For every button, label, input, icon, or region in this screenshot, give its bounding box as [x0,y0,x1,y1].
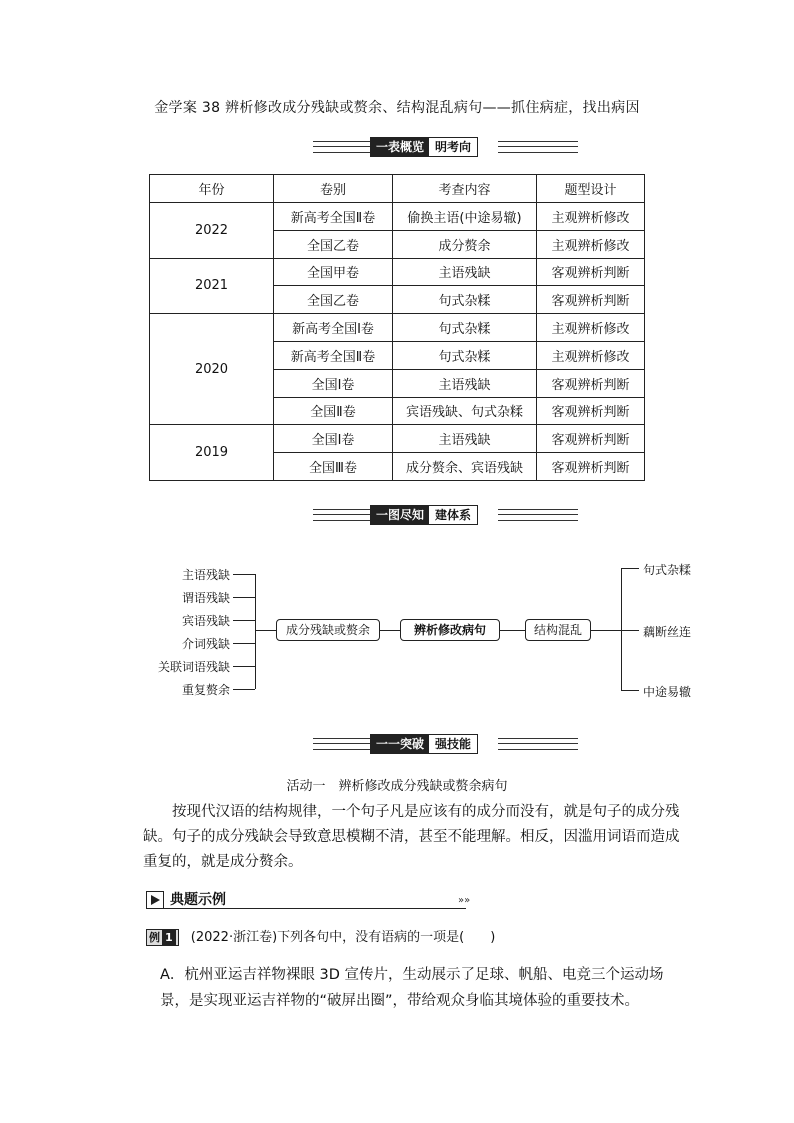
banner-light-text: 强技能 [429,735,477,753]
right-item-label: 中途易辙 [643,685,692,699]
connector-line [233,643,255,644]
type-cell: 客观辨析判断 [537,258,645,286]
banner-dark-text: 一表概览 [371,138,429,156]
connector-line [233,666,255,667]
type-cell: 主观辨析修改 [537,341,645,369]
intro-paragraph: 按现代汉语的结构规律，一个句子凡是应该有的成分而没有，就是句子的成分残缺。句子的成分残缺会导致意思模糊不清，甚至不能理解。相反，因滥用词语而造成重复的，就是成分赘余。 [143,804,680,870]
paper-cell: 全国Ⅲ卷 [274,453,393,481]
left-item-label: 重复赘余 [181,683,230,697]
connector-line [233,620,255,621]
connector-line [621,690,639,691]
year-cell: 2021 [150,258,274,314]
content-cell: 成分赘余、宾语残缺 [393,453,537,481]
banner-dark-text: 一图尽知 [371,506,429,524]
connector-bracket [621,568,622,690]
play-triangle-icon [146,891,164,909]
section-underline [146,908,466,909]
paper-cell: 全国乙卷 [274,230,393,258]
example-tag-label: 例 [149,931,160,944]
paper-cell: 全国乙卷 [274,286,393,314]
content-cell: 宾语残缺、句式杂糅 [393,397,537,425]
paper-cell: 全国Ⅱ卷 [274,397,393,425]
node-incomplete-redundant: 成分残缺或赘余 [276,619,380,641]
type-cell: 客观辨析判断 [537,369,645,397]
content-cell: 句式杂糅 [393,314,537,342]
type-cell: 主观辨析修改 [537,203,645,231]
node-structure: 结构混乱 [525,619,591,641]
content-cell: 主语残缺 [393,258,537,286]
page-title: 金学案 38 辨析修改成分残缺或赘余、结构混乱病句——抓住病症，找出病因 [154,100,640,116]
double-chevron-icon: »» [458,895,471,906]
connector-line [255,630,276,631]
content-cell: 句式杂糅 [393,341,537,369]
content-cell: 偷换主语(中途易辙) [393,203,537,231]
connector-line [499,630,525,631]
option-a: A．杭州亚运吉祥物裸眼 3D 宣传片，生动展示了足球、帆船、电竞三个运动场景，是实现亚运吉祥物的“破屏出圈”，带给观众身临其境体验的重要技术。 [160,967,664,1009]
type-cell: 客观辨析判断 [537,286,645,314]
connector-bracket [255,574,256,689]
banner-light-text: 建体系 [429,506,477,524]
header-content: 考查内容 [393,175,537,203]
paper-cell: 新高考全国Ⅰ卷 [274,314,393,342]
connector-line [233,574,255,575]
banner-rule-right [498,738,578,750]
banner-light-text: 明考向 [429,138,477,156]
year-cell: 2022 [150,203,274,259]
header-year: 年份 [150,175,274,203]
paper-cell: 全国Ⅰ卷 [274,369,393,397]
banner-dark-text: 一一突破 [371,735,429,753]
example-question [146,926,495,946]
content-cell: 句式杂糅 [393,286,537,314]
connector-line [590,630,621,631]
paper-cell: 全国甲卷 [274,258,393,286]
right-item-label: 藕断丝连 [643,625,692,639]
example-tag [146,929,179,946]
paper-cell: 新高考全国Ⅱ卷 [274,203,393,231]
banner-label [370,734,478,754]
content-cell: 主语残缺 [393,369,537,397]
connector-line [379,630,400,631]
paper-cell: 全国Ⅰ卷 [274,425,393,453]
section-banner-skills [0,734,794,754]
type-cell: 客观辨析判断 [537,453,645,481]
type-cell: 主观辨析修改 [537,230,645,258]
example-section-header [146,889,476,909]
connector-line [621,568,639,569]
header-paper: 卷别 [274,175,393,203]
type-cell: 客观辨析判断 [537,425,645,453]
type-cell: 客观辨析判断 [537,397,645,425]
header-type: 题型设计 [537,175,645,203]
section-label: 典题示例 [170,892,226,908]
left-item-label: 宾语残缺 [181,614,230,628]
activity-heading: 活动一 辨析修改成分残缺或赘余病句 [286,779,508,794]
connector-line [233,597,255,598]
content-cell: 主语残缺 [393,425,537,453]
type-cell: 主观辨析修改 [537,314,645,342]
connector-line [621,630,639,631]
example-number: 1 [162,930,176,945]
left-item-label: 谓语残缺 [181,591,230,605]
left-item-label: 介词残缺 [181,637,230,651]
left-item-label: 关联词语残缺 [157,660,230,674]
example-text: (2022·浙江卷)下列各句中，没有语病的一项是( ) [190,930,496,945]
year-cell: 2020 [150,314,274,425]
year-cell: 2019 [150,425,274,481]
connector-line [233,689,255,690]
left-item-label: 主语残缺 [181,568,230,582]
content-cell: 成分赘余 [393,230,537,258]
node-center: 辨析修改病句 [400,619,500,641]
right-item-label: 句式杂糅 [643,563,692,577]
paper-cell: 新高考全国Ⅱ卷 [274,341,393,369]
